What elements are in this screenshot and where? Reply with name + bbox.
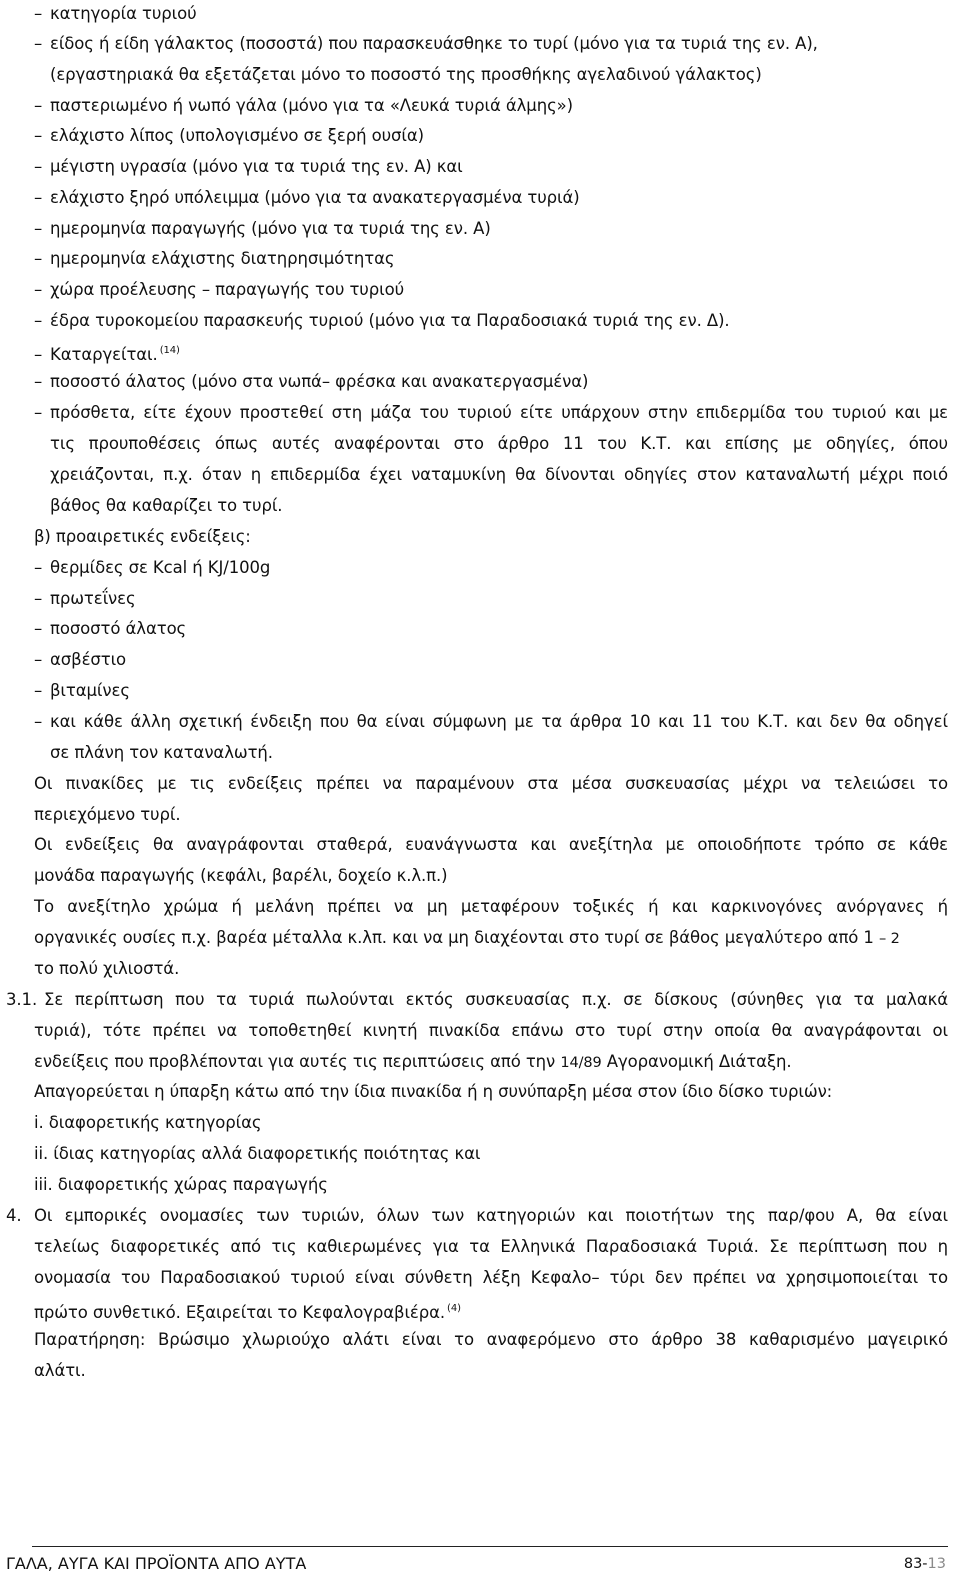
list-item: ii. ίδιας κατηγορίας αλλά διαφορετικής ποιότητας και (34, 1144, 481, 1163)
footnote-ref: (14) (159, 345, 180, 356)
paragraph-line: Σε περίπτωση που τα τυριά πωλούνται εκτός συσκευασίας π.χ. σε δίσκους (σύνηθες για τα μαλακά (44, 990, 948, 1009)
paragraph-line: το πολύ χιλιοστά. (34, 959, 180, 978)
list-item-continuation: χρειάζονται, π.χ. όταν η επιδερμίδα έχει ναταμυκίνη θα δίνονται οδηγίες στον καταναλωτή μέχρι ποιό (50, 465, 948, 484)
footnote-ref: (4) (447, 1303, 461, 1314)
list-item-continuation: (εργαστηριακά θα εξετάζεται μόνο το ποσοστό της προσθήκης αγελαδινού γάλακτος) (50, 65, 762, 84)
paragraph-line: περιεχόμενο τυρί. (34, 805, 181, 824)
page-number: 83-13 (903, 1556, 946, 1572)
list-item: i. διαφορετικής κατηγορίας (34, 1113, 262, 1132)
paragraph-line: Το ανεξίτηλο χρώμα ή μελάνη πρέπει να μη μεταφέρουν τοξικές ή και καρκινογόνες ανόργανες ή (34, 897, 948, 916)
list-item: – ημερομηνία ελάχιστης διατηρησιμότητας (34, 249, 395, 268)
list-item: – Καταργείται. $^{(14)}$ (34, 345, 180, 364)
paragraph-line: τελείως διαφορετικές από τις καθιερωμένες για τα Ελληνικά Παραδοσιακά Τυριά. Σε περίπτωση που η (34, 1237, 948, 1256)
paragraph-line: Οι πινακίδες με τις ενδείξεις πρέπει να παραμένουν στα μέσα συσκευασίας μέχρι να τελειώσει το (34, 774, 948, 793)
list-item: – ημερομηνία παραγωγής (μόνο για τα τυριά της εν. Α) (34, 219, 491, 238)
footer-title: ΓΑΛΑ, ΑΥΓΑ ΚΑΙ ΠΡΟΪΟΝΤΑ ΑΠΟ ΑΥΤΑ (6, 1554, 307, 1573)
list-item: – ποσοστό άλατος (μόνο στα νωπά– φρέσκα και ανακατεργασμένα) (34, 372, 589, 391)
list-item: – ελάχιστο λίπος (υπολογισμένο σε ξερή ουσία) (34, 126, 424, 145)
list-item: – ποσοστό άλατος (34, 619, 187, 638)
list-item: – κατηγορία τυριού (34, 4, 197, 23)
list-item: – είδος ή είδη γάλακτος (ποσοστά) που παρασκευάσθηκε το τυρί (μόνο για τα τυριά της εν. Α), (34, 34, 818, 53)
list-item: – μέγιστη υγρασία (μόνο για τα τυριά της εν. Α) και (34, 157, 463, 176)
list-item: iii. διαφορετικής χώρας παραγωγής (34, 1175, 328, 1194)
paragraph-line: πρώτο συνθετικό. Εξαιρείται το Κεφαλογραβιέρα. $^{(4)}$ (34, 1303, 461, 1322)
paragraph-line: Οι εμπορικές ονομασίες των τυριών, όλων των κατηγοριών και ποιοτήτων της παρ/φου Α, θα είναι (34, 1206, 948, 1225)
paragraph-line: Παρατήρηση: Βρώσιμο χλωριούχο αλάτι είναι το αναφερόμενο στο άρθρο 38 καθαρισμένο μαγειρικό (34, 1330, 948, 1349)
list-item: – ελάχιστο ξηρό υπόλειμμα (μόνο για τα ανακατεργασμένα τυριά) (34, 188, 580, 207)
paragraph-line: ονομασία του Παραδοσιακού τυριού είναι σύνθετη λέξη Κεφαλο– τύρι δεν πρέπει να χρησιμοποιείται το (34, 1268, 948, 1287)
paragraph-line: ενδείξεις που προβλέπονται για αυτές τις περιπτώσεις από την 14/89 Αγορανομική Διάταξη. (34, 1052, 792, 1071)
list-item-continuation: βάθος θα καθαρίζει το τυρί. (50, 496, 283, 515)
list-item: – βιταμίνες (34, 681, 130, 700)
list-item-continuation: σε πλάνη τον καταναλωτή. (50, 743, 273, 762)
list-item-continuation: τις προυποθέσεις όπως αυτές αναφέρονται στο άρθρο 11 του Κ.Τ. και επίσης με οδηγίες, όπου (50, 434, 948, 453)
paragraph-line: οργανικές ουσίες π.χ. βαρέα μέταλλα κ.λπ. και να μη διαχέονται στο τυρί σε βάθος μεγαλύτερο από 1 – 2 (34, 928, 900, 947)
list-item: – πρόσθετα, είτε έχουν προστεθεί στη μάζα του τυριού είτε υπάρχουν στην επιδερμίδα του τυριού και με (34, 403, 948, 422)
section-number: 4. (6, 1206, 22, 1225)
section-number: 3.1. (6, 990, 38, 1009)
paragraph-line: Απαγορεύεται η ύπαρξη κάτω από την ίδια πινακίδα ή η συνύπαρξη μέσα στον ίδιο δίσκο τυριών: (34, 1082, 833, 1101)
paragraph-line: μονάδα παραγωγής (κεφάλι, βαρέλι, δοχείο κ.λ.π.) (34, 866, 448, 885)
list-item: – και κάθε άλλη σχετική ένδειξη που θα είναι σύμφωνη με τα άρθρα 10 και 11 του Κ.Τ. και δεν θα οδηγεί (34, 712, 948, 731)
list-item: – χώρα προέλευσης – παραγωγής του τυριού (34, 280, 405, 299)
list-item: – πρωτεΐνες (34, 589, 136, 608)
footer-divider (32, 1546, 948, 1547)
list-item: – ασβέστιο (34, 650, 127, 669)
paragraph-line: τυριά), τότε πρέπει να τοποθετηθεί κινητή πινακίδα επάνω στο τυρί στην οποία θα αναγράφονται οι (34, 1021, 948, 1040)
list-item: – παστεριωμένο ή νωπό γάλα (μόνο για τα «Λευκά τυριά άλμης») (34, 96, 573, 115)
list-item: – θερμίδες σε Kcal ή KJ/100g (34, 558, 271, 577)
list-item: – έδρα τυροκομείου παρασκευής τυριού (μόνο για τα Παραδοσιακά τυριά της εν. Δ). (34, 311, 730, 330)
paragraph-line: αλάτι. (34, 1361, 86, 1380)
paragraph-line: Οι ενδείξεις θα αναγράφονται σταθερά, ευανάγνωστα και ανεξίτηλα με οποιοδήποτε τρόπο σε κάθε (34, 835, 948, 854)
section-heading: β) προαιρετικές ενδείξεις: (34, 527, 251, 546)
